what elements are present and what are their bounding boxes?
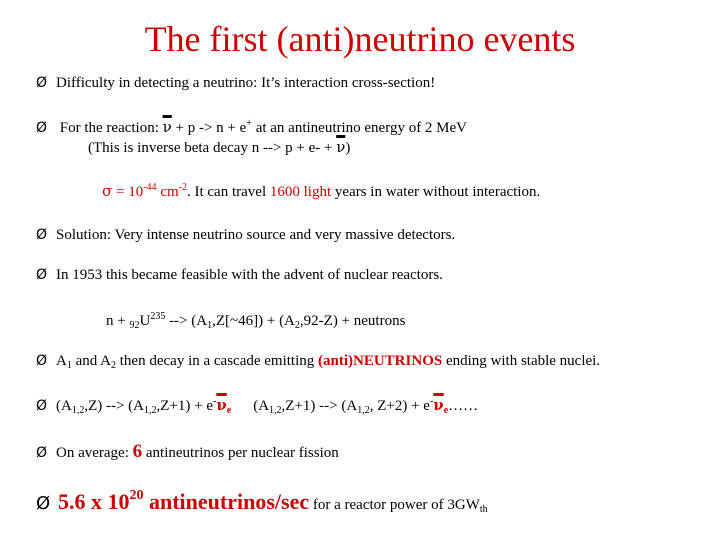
bullet-arrow-icon: Ø — [36, 353, 48, 369]
bullet-solution — [36, 226, 455, 245]
bullet-1953 — [36, 266, 443, 285]
subscript: 1 — [66, 360, 72, 371]
bullet-text: Solution: Very intense neutrino source and very massive detectors. — [56, 227, 456, 243]
fission-text: ,92-Z) + neutrons — [299, 313, 406, 329]
electron-flavor: e — [443, 405, 449, 416]
decay-text: (A — [56, 398, 72, 414]
cascade-text: and A — [71, 353, 112, 369]
cascade-text: then decay in a cascade emitting — [116, 353, 319, 369]
subscript: 1,2 — [269, 405, 282, 416]
positron-charge: + — [246, 118, 252, 129]
sigma-exponent: -44 — [143, 182, 157, 193]
cascade-text: ending with stable nuclei. — [442, 353, 601, 369]
uranium-atomic-number: 92 — [129, 320, 140, 331]
sigma-unit: cm — [156, 184, 179, 200]
flux-value: 5.6 x 10 — [58, 489, 130, 514]
bullet-arrow-icon: Ø — [36, 493, 51, 514]
fission-text: ,Z[~46]) + (A — [212, 313, 295, 329]
decay-text: ,Z+1) --> (A — [281, 398, 358, 414]
bullet-arrow-icon: Ø — [36, 75, 48, 91]
fission-text: --> (A — [165, 313, 208, 329]
cascade-text: A — [56, 353, 67, 369]
average-text: antineutrinos per nuclear fission — [142, 445, 339, 461]
subscript: 2 — [294, 320, 300, 331]
antineutrino-symbol: $\overline{\nu}$ — [433, 396, 444, 414]
decay-text: (A — [253, 398, 270, 414]
bullet-text: Difficulty in detecting a neutrino: It’s interaction cross-section! — [56, 75, 436, 91]
sigma-value: = 10 — [112, 184, 144, 200]
bullet-reaction — [36, 118, 467, 138]
bullet-text: In 1953 this became feasible with the advent of nuclear reactors. — [56, 267, 443, 283]
light-years-value: 1600 light — [269, 184, 332, 200]
bullet-average — [36, 440, 339, 464]
subscript: 1,2 — [357, 405, 370, 416]
fission-equation — [106, 311, 405, 331]
decay-text: ,Z) --> (A — [84, 398, 145, 414]
electron-charge: - — [213, 396, 217, 407]
bullet-cascade — [36, 352, 600, 373]
bullet-decay-chain — [36, 396, 478, 418]
electron-flavor: e — [226, 405, 232, 416]
electron-charge: - — [429, 396, 434, 407]
bullet-arrow-icon: Ø — [36, 398, 48, 414]
average-text: On average: — [56, 445, 133, 461]
flux-exponent: 20 — [129, 488, 144, 503]
antineutrino-symbol: $\overline{\nu}$ — [162, 118, 172, 136]
bullet-arrow-icon: Ø — [36, 267, 48, 283]
fission-text: n + — [106, 313, 130, 329]
bullet-arrow-icon: Ø — [36, 120, 48, 136]
antineutrinos-highlight: (anti)NEUTRINOS — [318, 353, 443, 369]
bullet-arrow-icon: Ø — [36, 227, 48, 243]
reactor-power-text: for a reactor power of 3GW — [309, 497, 480, 513]
sigma-symbol: σ — [102, 182, 113, 200]
bullet-reactor-flux — [36, 488, 488, 515]
inverse-beta-note — [88, 138, 350, 157]
slide-title: The first (anti)neutrino events — [144, 19, 576, 59]
travel-text: . It can travel — [186, 184, 270, 200]
thermal-subscript: th — [479, 504, 488, 515]
sigma-unit-exponent: -2 — [178, 182, 187, 193]
cross-section-line — [102, 182, 540, 201]
subscript: 1 — [207, 320, 213, 331]
travel-text-end: years in water without interaction. — [331, 184, 541, 200]
antineutrino-symbol: $\overline{\nu}$ — [336, 138, 346, 156]
antineutrino-symbol: $\overline{\nu}$ — [216, 396, 227, 414]
decay-text: , Z+2) + e — [369, 398, 430, 414]
reaction-equation: + p -> n + e — [171, 120, 247, 136]
bullet-difficulty — [36, 74, 435, 93]
subscript: 1,2 — [144, 405, 157, 416]
uranium-mass-number: 235 — [150, 311, 166, 322]
subscript: 1,2 — [71, 405, 85, 416]
reaction-text: For the reaction: — [59, 120, 163, 136]
ellipsis: …… — [448, 398, 479, 414]
subscript: 2 — [111, 360, 117, 371]
reaction-energy: at an antineutrino energy of 2 MeV — [251, 120, 468, 136]
inverse-beta-text: (This is inverse beta decay n --> p + e- + — [88, 140, 337, 156]
bullet-arrow-icon: Ø — [36, 445, 48, 461]
inverse-beta-close: ) — [345, 140, 351, 156]
antineutrinos-per-fission: 6 — [132, 441, 143, 462]
uranium-symbol: U — [139, 313, 151, 329]
flux-unit: antineutrinos/sec — [143, 489, 310, 514]
decay-text: ,Z+1) + e — [156, 398, 213, 414]
